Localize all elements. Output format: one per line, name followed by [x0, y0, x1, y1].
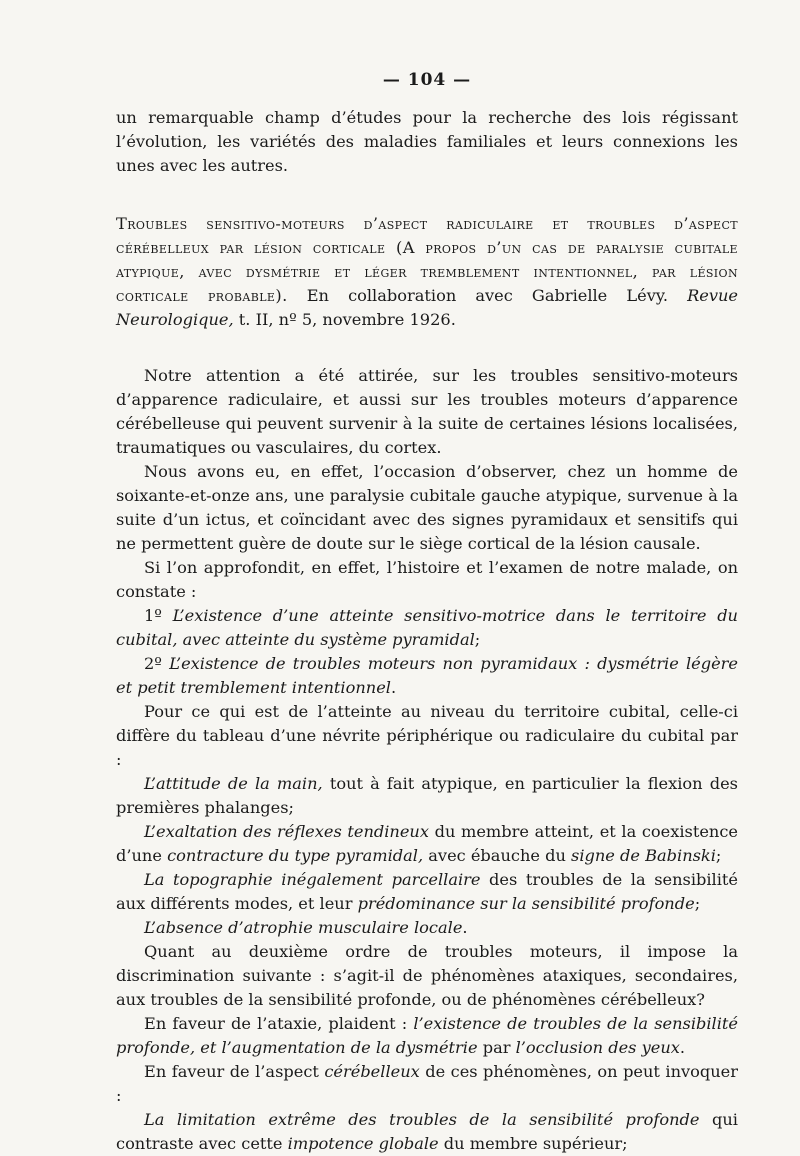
item-text: L’existence d’une atteinte sensitivo-motrice dans le territoire du cubital, avec atteinte du système pyramidal: [116, 606, 738, 649]
point-text: des troubles de la sensibilité aux différents modes, et leur: [116, 870, 738, 913]
paragraph-3: Si l’on approfondit, en effet, l’histoire et l’examen de notre malade, on constate :: [116, 558, 738, 601]
para-em: La limitation extrême des troubles de la sensibilité profonde: [144, 1110, 700, 1129]
para-em: impotence globale: [287, 1134, 439, 1153]
para-em: l’existence de troubles de la sensibilité profonde, et l’augmentation de la dysmétrie: [116, 1014, 738, 1057]
point-em: L’exaltation des réflexes tendineux: [144, 822, 429, 841]
item-end: ;: [474, 630, 481, 649]
point-b: [116, 820, 738, 868]
paragraph-1: Notre attention a été attirée, sur les troubles sensitivo-moteurs d’apparence radiculaire, et aussi sur les troubles moteurs d’apparence cérébelleuse qui peuvent survenir à la suite de certaines lésions localisées, traumatiques ou vasculaires, du cortex.: [116, 366, 738, 457]
point-text: du membre atteint, et la coexistence d’une: [116, 822, 738, 865]
point-text: ;: [715, 846, 722, 865]
paragraph-7: [116, 1060, 738, 1108]
para-text: de ces phénomènes, on peut invoquer :: [116, 1062, 738, 1105]
item-number: 1º: [144, 606, 173, 625]
item-number: 2º: [144, 654, 170, 673]
point-text: avec ébauche du: [423, 846, 572, 865]
point-em: L’absence d’atrophie musculaire locale: [144, 918, 463, 937]
reference-collab: En collaboration avec Gabrielle Lévy.: [287, 286, 688, 305]
point-em: prédominance sur la sensibilité profonde: [357, 894, 695, 913]
item-end: .: [390, 678, 397, 697]
item-text: L’existence de troubles moteurs non pyramidaux : dysmétrie légère et petit tremblement intentionnel: [116, 654, 738, 697]
list-item-2: [116, 652, 738, 700]
para-text: .: [679, 1038, 686, 1057]
reference-journal: Revue Neurologique,: [116, 286, 739, 329]
list-item-1: [116, 604, 738, 652]
paragraph-2: Nous avons eu, en effet, l’occasion d’observer, chez un homme de soixante-et-onze ans, une paralysie cubitale gauche atypique, survenue à la suite d’un ictus, et coïncidant avec des signes pyramidaux et sensitifs qui ne permettent guère de doute sur le siège cortical de la lésion causale.: [116, 462, 738, 553]
intro-paragraph: un remarquable champ d’études pour la recherche des lois régissant l’évolution, les variétés des maladies familiales et leurs connexions les unes avec les autres.: [116, 108, 738, 175]
point-text: ;: [694, 894, 701, 913]
para-text: qui contraste avec cette: [116, 1110, 738, 1153]
paragraph-8: [116, 1108, 738, 1156]
point-a: [116, 772, 738, 820]
paragraph-5: Quant au deuxième ordre de troubles moteurs, il impose la discrimination suivante : s’agit-il de phénomènes ataxiques, secondaires, aux troubles de la sensibilité profonde, ou de phénomènes cérébelleux?: [116, 942, 738, 1009]
para-em: l’occlusion des yeux: [515, 1038, 680, 1057]
para-em: cérébelleux: [324, 1062, 420, 1081]
point-text: .: [462, 918, 468, 937]
point-em: signe de Babinski: [571, 846, 716, 865]
page-number: — 104 —: [382, 70, 472, 90]
para-text: du membre supérieur;: [438, 1134, 628, 1153]
reference-entry: [116, 212, 738, 332]
point-em: L’attitude de la main,: [144, 774, 323, 793]
paragraph-6: [116, 1012, 738, 1060]
para-text: En faveur de l’ataxie, plaident :: [144, 1014, 414, 1033]
paragraph-4: Pour ce qui est de l’atteinte au niveau du territoire cubital, celle-ci diffère du tableau d’une névrite périphérique ou radiculaire du cubital par :: [116, 702, 738, 769]
point-text: tout à fait atypique, en particulier la flexion des premières phalanges;: [116, 774, 738, 817]
para-text: En faveur de l’aspect: [144, 1062, 325, 1081]
point-em: contracture du type pyramidal,: [167, 846, 424, 865]
para-text: par: [477, 1038, 516, 1057]
point-d: [116, 916, 738, 940]
reference-details: t. II, nº 5, novembre 1926.: [233, 310, 456, 329]
point-em: La topographie inégalement parcellaire: [144, 870, 481, 889]
point-c: [116, 868, 738, 916]
reference-title: Troubles sensitivo-moteurs d’aspect radiculaire et troubles d’aspect cérébelleux par lésion corticale (A propos d’un cas de paralysie cubitale atypique, avec dysmétrie et léger tremblement intentionnel, par lésion corticale probable).: [116, 214, 738, 305]
